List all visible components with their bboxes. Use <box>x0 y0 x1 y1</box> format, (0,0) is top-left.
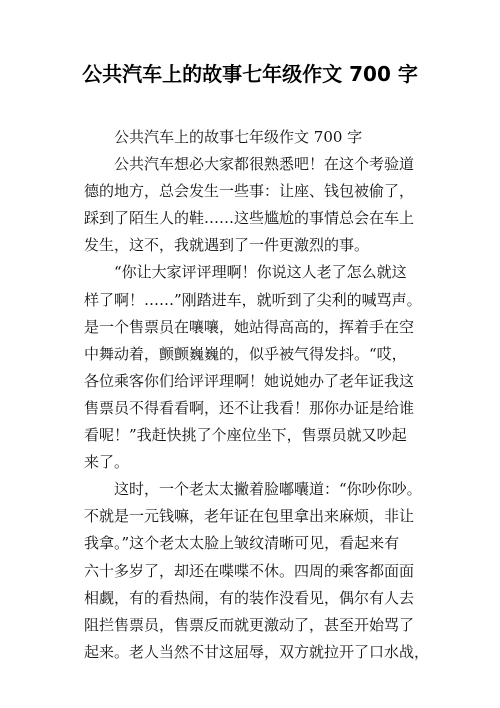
text-line: 不就是一元钱嘛，老年证在包里拿出来麻烦，非让 <box>84 507 415 526</box>
text-line: 公共汽车上的故事七年级作文 700 字 <box>114 128 363 146</box>
text-line: 相觑，有的看热闹，有的装作没看见，偶尔有人去 <box>84 588 415 607</box>
text-line: 这时，一个老太太撇着脸嘟囔道：“你吵你吵。 <box>114 480 422 499</box>
text-line: 我拿。”这个老太太脸上皱纹清晰可见，看起来有 <box>84 534 400 553</box>
text-line: 各位乘客你们给评评理啊！她说她办了老年证我这 <box>84 371 415 390</box>
text-line: 看呢！”我赶快挑了个座位坐下，售票员就又吵起 <box>84 426 407 445</box>
text-line: 阻拦售票员，售票反而就更激动了，甚至开始骂了 <box>84 615 415 634</box>
text-line: 德的地方，总会发生一些事：让座、钱包被偷了， <box>84 182 415 201</box>
document-title: 公共汽车上的故事七年级作文 700 字 <box>82 62 418 86</box>
text-line: 是一个售票员在嚷嚷，她站得高高的，挥着手在空 <box>84 317 415 336</box>
text-line: 中舞动着，颤颤巍巍的，似乎被气得发抖。“哎， <box>84 344 407 363</box>
text-line: 来了。 <box>84 453 130 472</box>
text-line: 公共汽车想必大家都很熟悉吧！在这个考验道 <box>114 155 415 174</box>
text-line: 样了啊！……”刚踏进车，就听到了尖利的喊骂声。 <box>84 290 422 309</box>
text-line: 售票员不得看看啊，还不让我看！那你办证是给谁 <box>84 398 415 417</box>
text-line: 踩到了陌生人的鞋……这些尴尬的事情总会在车上 <box>84 209 415 228</box>
document-body <box>84 124 430 666</box>
text-line: 起来。老人当然不甘这屈辱，双方就拉开了口水战， <box>84 642 430 661</box>
text-line: 六十多岁了，却还在喋喋不休。四周的乘客都面面 <box>84 561 415 580</box>
text-line: “你让大家评评理啊！你说这人老了怎么就这 <box>114 263 407 282</box>
text-line: 发生，这不，我就遇到了一件更激烈的事。 <box>84 236 370 255</box>
